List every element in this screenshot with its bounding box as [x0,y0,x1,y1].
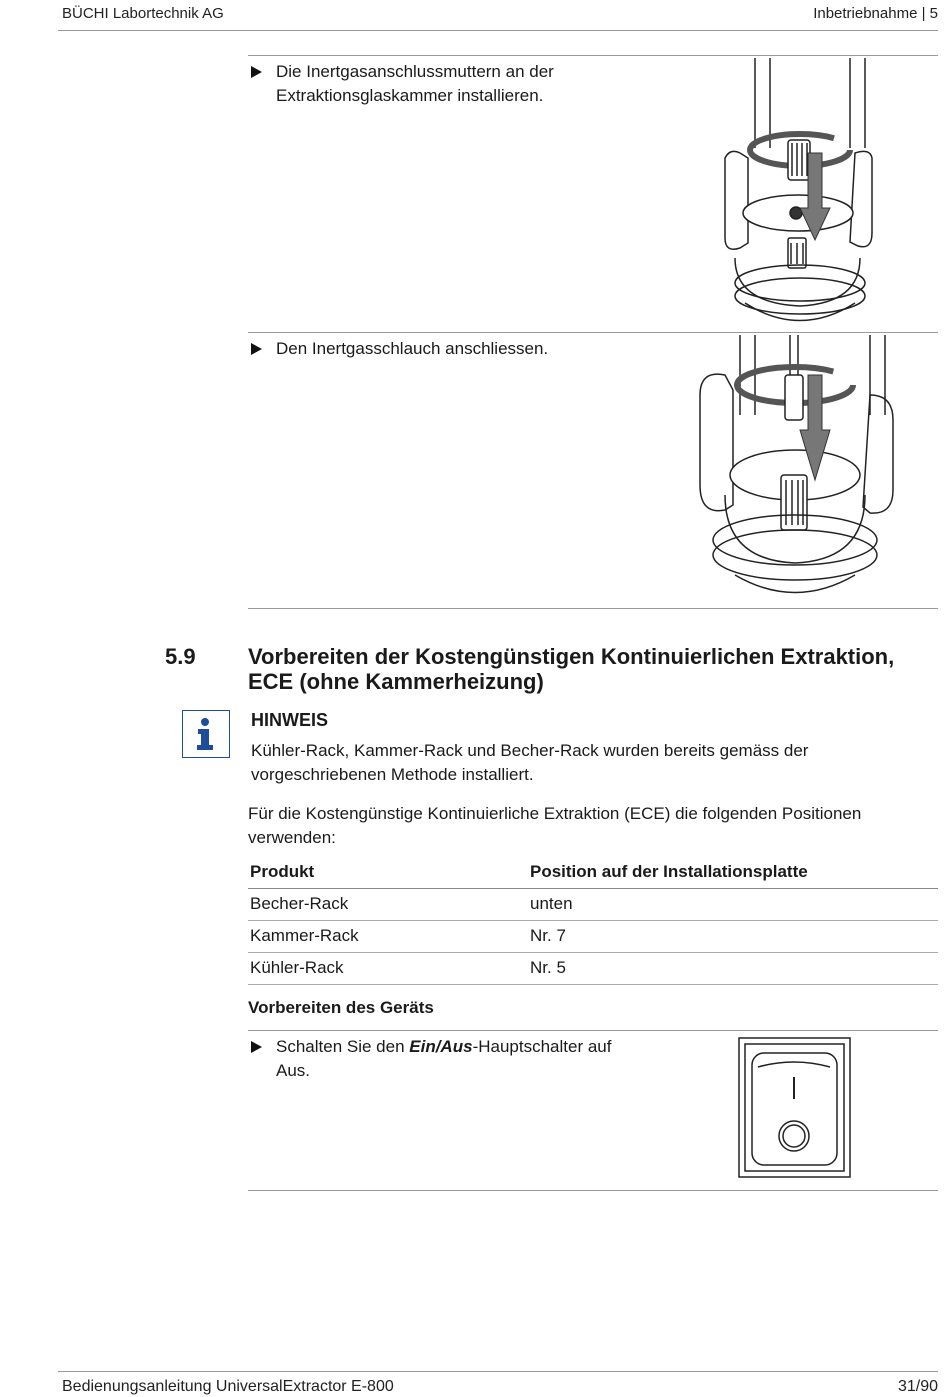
table-cell: unten [528,889,938,921]
notice-text: Kühler-Rack, Kammer-Rack und Becher-Rack wurden bereits gemäss der vorgeschriebenen Methode installiert. [251,741,809,784]
step-divider [248,608,938,609]
header-rule [58,30,938,31]
step-divider [248,1030,938,1031]
figure-gas-hose-connect [695,335,895,600]
table-row [248,921,938,953]
step-arrow-icon [251,1041,262,1053]
position-table [248,858,938,985]
step-text: Schalten Sie den Ein/Aus-Hauptschalter auf Aus. [276,1037,612,1080]
table-row [248,889,938,921]
page-number: 31/90 [897,1378,938,1395]
step-text: Die Inertgasanschlussmuttern an der Extraktionsglaskammer installieren. [276,62,554,105]
table-cell: Becher-Rack [248,889,528,921]
footer-rule [58,1371,938,1372]
figure-power-switch [738,1037,852,1179]
step-text: Den Inertgasschlauch anschliessen. [276,339,549,358]
switch-name: Ein/Aus [409,1037,473,1056]
table-header-cell: Produkt [248,858,528,889]
step-divider [248,1190,938,1191]
section-title: Vorbereiten der Kostengünstigen Kontinuierlichen Extraktion, ECE (ohne Kammerheizung) [248,644,895,694]
step-item [248,60,588,108]
step-arrow-icon [251,343,262,355]
figure-gas-nut-install [700,58,900,328]
step-item [248,1035,648,1083]
step-arrow-icon [251,66,262,78]
table-cell: Kammer-Rack [248,921,528,953]
table-cell: Nr. 5 [528,953,938,985]
step-divider [248,55,938,56]
info-icon [182,710,230,758]
header-chapter: Inbetriebnahme | 5 [813,5,938,22]
footer-title: Bedienungsanleitung UniversalExtractor E-800 [62,1378,394,1395]
table-header-row [248,858,938,889]
table-header-cell: Position auf der Installationsplatte [528,858,938,889]
header-company: BÜCHI Labortechnik AG [62,5,224,22]
notice-title: HINWEIS [251,710,329,730]
table-cell: Nr. 7 [528,921,938,953]
table-cell: Kühler-Rack [248,953,528,985]
table-row [248,953,938,985]
section-number: 5.9 [165,644,196,669]
subheading: Vorbereiten des Geräts [248,998,434,1017]
intro-paragraph: Für die Kostengünstige Kontinuierliche Extraktion (ECE) die folgenden Positionen verwenden: [248,804,862,847]
step-item [248,337,648,361]
step-divider [248,332,938,333]
